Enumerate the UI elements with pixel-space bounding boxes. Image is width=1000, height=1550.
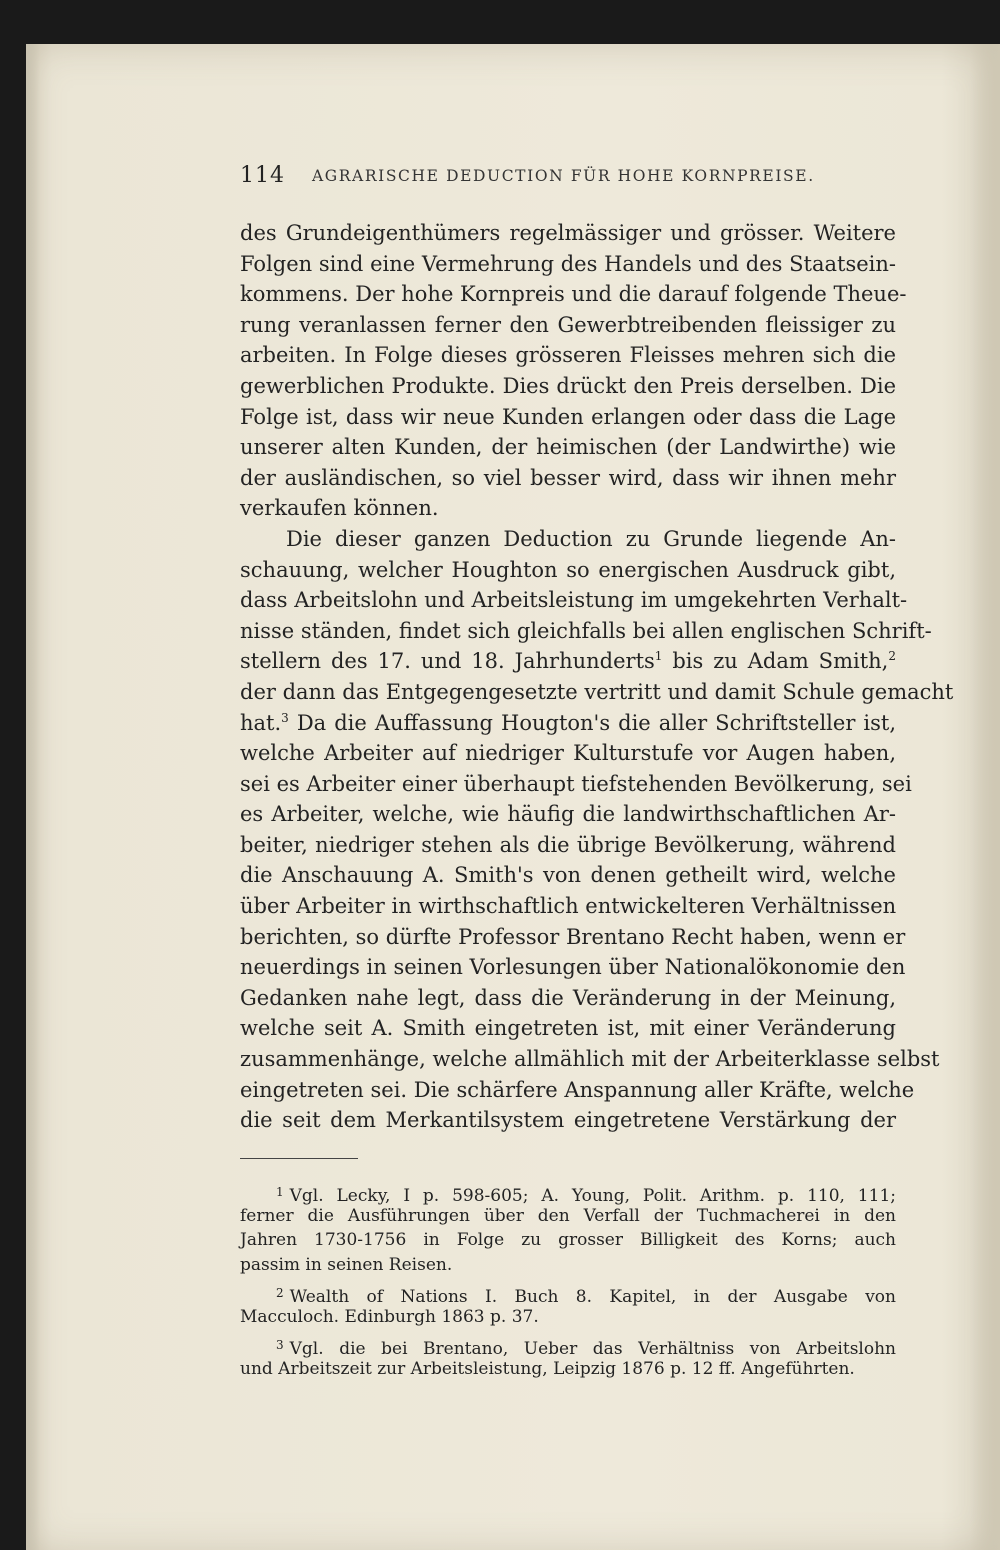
- footnote-separator-rule: [240, 1158, 358, 1159]
- text-line: sei es Arbeiter einer überhaupt tiefstehenden Bevölkerung, sei: [240, 771, 912, 796]
- text-line: verkaufen können.: [240, 496, 439, 521]
- text-line: Folge ist, dass wir neue Kunden erlangen oder dass die Lage: [240, 404, 896, 429]
- footnote-line: [240, 1333, 896, 1360]
- footnote-line: passim in seinen Reisen.: [240, 1254, 453, 1275]
- footnote-line: ferner die Ausführungen über den Verfall der Tuchmacherei in den: [240, 1206, 896, 1227]
- footnote-text: Wealth of Nations I. Buch 8. Kapitel, in der Ausgabe von: [289, 1286, 896, 1307]
- text-line: es Arbeiter, welche, wie häufig die landwirthschaftlichen Ar-: [240, 802, 896, 827]
- footnote-text: Vgl. die bei Brentano, Ueber das Verhältniss von Arbeitslohn: [289, 1339, 896, 1360]
- text-line: Folgen sind eine Vermehrung des Handels und des Staatsein-: [240, 251, 896, 276]
- footnote-line: Jahren 1730-1756 in Folge zu grosser Billigkeit des Korns; auch: [240, 1230, 896, 1251]
- text-line: nisse ständen, findet sich gleichfalls bei allen englischen Schrift-: [240, 618, 932, 643]
- text-span: bis zu Adam Smith,: [662, 649, 889, 674]
- text-line: kommens. Der hohe Kornpreis und die darauf folgende Theue-: [240, 282, 907, 307]
- text-span: hat.: [240, 710, 282, 735]
- text-line: rung veranlassen ferner den Gewerbtreibenden fleissiger zu: [240, 312, 896, 337]
- paragraph-1: [240, 218, 907, 524]
- text-line: beiter, niedriger stehen als die übrige Bevölkerung, während: [240, 832, 896, 857]
- footnotes: [240, 1180, 896, 1382]
- running-head: AGRARISCHE DEDUCTION FÜR HOHE KORNPREISE.: [312, 167, 815, 185]
- footnote-line: [240, 1180, 896, 1204]
- text-line: eingetreten sei. Die schärfere Anspannung aller Kräfte, welche: [240, 1077, 915, 1102]
- text-line: [240, 708, 896, 739]
- text-line: gewerblichen Produkte. Dies drückt den Preis derselben. Die: [240, 373, 896, 398]
- text-line: Gedanken nahe legt, dass die Veränderung in der Meinung,: [240, 985, 896, 1010]
- page-header: [240, 163, 896, 193]
- footnote-1: [240, 1180, 896, 1277]
- text-line: die Anschauung A. Smith's von denen getheilt wird, welche: [240, 863, 896, 888]
- text-line: [240, 646, 896, 677]
- text-span: Da die Auffassung Hougton's die aller Schriftsteller ist,: [288, 710, 896, 735]
- text-line: neuerdings in seinen Vorlesungen über Nationalökonomie den: [240, 955, 906, 980]
- footnote-ref-2: 2: [888, 649, 896, 664]
- paragraph-2: [240, 524, 954, 1136]
- footnote-mark: 3: [276, 1338, 284, 1353]
- text-line: arbeiten. In Folge dieses grösseren Fleisses mehren sich die: [240, 343, 896, 368]
- text-line: der dann das Entgegengesetzte vertritt und damit Schule gemacht: [240, 679, 954, 704]
- text-line: die seit dem Merkantilsystem eingetretene Verstärkung der: [240, 1108, 896, 1133]
- page-gutter-shadow: [26, 44, 40, 1550]
- text-line: über Arbeiter in wirthschaftlich entwickelteren Verhältnissen: [240, 894, 897, 919]
- footnote-line: Macculoch. Edinburgh 1863 p. 37.: [240, 1306, 539, 1327]
- text-line: welche Arbeiter auf niedriger Kulturstufe vor Augen haben,: [240, 741, 896, 766]
- text-line: des Grundeigenthümers regelmässiger und grösser. Weitere: [240, 221, 896, 245]
- text-line: dass Arbeitslohn und Arbeitsleistung im umgekehrten Verhalt-: [240, 588, 908, 613]
- footnote-ref-3: 3: [281, 710, 289, 725]
- text-span: stellern des 17. und 18. Jahrhunderts: [240, 649, 655, 674]
- text-line: berichten, so dürfte Professor Brentano Recht haben, wenn er: [240, 924, 906, 949]
- text-line: der ausländischen, so viel besser wird, dass wir ihnen mehr: [240, 465, 896, 490]
- body-text: [240, 218, 954, 1136]
- page-number: 114: [240, 163, 285, 188]
- text-line: schauung, welcher Houghton so energischen Ausdruck gibt,: [240, 557, 896, 582]
- text-line: unserer alten Kunden, der heimischen (der Landwirthe) wie: [240, 435, 896, 460]
- text-line: zusammenhänge, welche allmählich mit der Arbeiterklasse selbst: [240, 1047, 940, 1072]
- text-line: welche seit A. Smith eingetreten ist, mit einer Veränderung: [240, 1016, 896, 1041]
- page-edge-shadow: [970, 44, 1000, 1550]
- footnote-3: [240, 1333, 896, 1381]
- footnote-line: und Arbeitszeit zur Arbeitsleistung, Leipzig 1876 p. 12 ff. Angeführten.: [240, 1359, 855, 1380]
- footnote-text: Vgl. Lecky, I p. 598-605; A. Young, Polit. Arithm. p. 110, 111;: [289, 1186, 896, 1206]
- footnote-2: [240, 1281, 896, 1329]
- footnote-ref-1: 1: [654, 649, 663, 664]
- footnote-mark: 1: [276, 1185, 284, 1199]
- footnote-mark: 2: [276, 1285, 284, 1300]
- footnote-line: [240, 1281, 896, 1305]
- text-line: Die dieser ganzen Deduction zu Grunde liegende An-: [286, 526, 896, 551]
